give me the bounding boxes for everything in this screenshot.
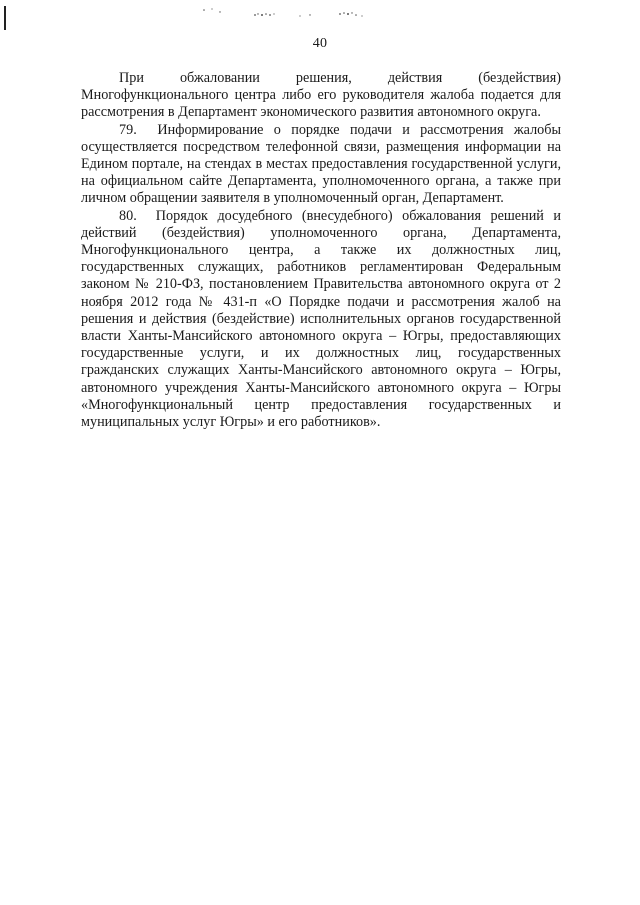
scan-binding-mark bbox=[4, 6, 6, 30]
paragraph-80-procedure: 80. Порядок досудебного (внесудебного) обжалования решений и действий (бездействия) уполномоченного органа, Департамента, Многофункционального центра, а также их должностных лиц, государственных служащих, работников регламентирован Федеральным законом № 210-ФЗ, постановлением Правительства автономного округа от 2 ноября 2012 года № 431-п «О Порядке подачи и рассмотрения жалоб на решения и действия (бездействие) исполнительных органов государственной власти Ханты-Мансийского автономного округа – Югры, предоставляющих государственные услуги, и их должностных лиц, государственных гражданских служащих Ханты-Мансийского автономного округа – Югры, автономного учреждения Ханты-Мансийского автономного округа – Югры «Многофункциональный центр предоставления государственных и муниципальных услуг Югры» и его работников». bbox=[81, 207, 561, 431]
paragraph-appeal-mfc: При обжаловании решения, действия (бездействия) Многофункционального центра либо его руководителя жалоба подается для рассмотрения в Департамент экономического развития автономного округа. bbox=[81, 70, 561, 121]
paragraph-79-informing: 79. Информирование о порядке подачи и рассмотрения жалобы осуществляется посредством телефонной связи, размещения информации на Едином портале, на стендах в местах предоставления государственной услуги, на официальном сайте Департамента, уполномоченного органа, а также при личном обращении заявителя в уполномоченный орган, Департамент. bbox=[81, 121, 561, 207]
page-number: 40 bbox=[312, 36, 328, 51]
scan-noise bbox=[200, 6, 380, 20]
document-body bbox=[81, 70, 561, 431]
